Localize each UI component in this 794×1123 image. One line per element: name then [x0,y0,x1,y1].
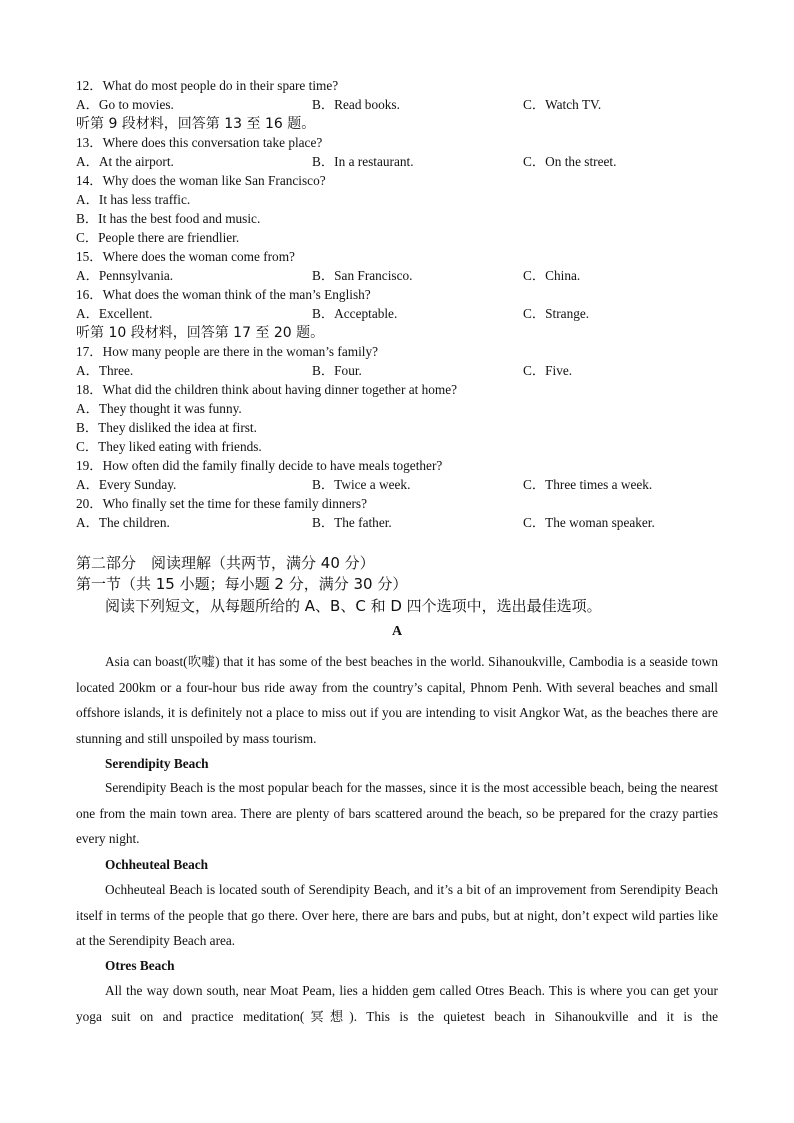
question-14-stem: 14．Why does the woman like San Francisco? [76,173,326,188]
question-18-option-a: A．They thought it was funny. [76,401,242,416]
question-13-option-a: A．At the airport. [76,154,174,169]
question-13-option-c: C．On the street. [523,154,617,169]
question-19-option-b: B．Twice a week. [312,477,411,492]
paragraph-ochheuteal-beach: Ochheuteal Beach is located south of Serendipity Beach, and it’s a bit of an improvement from Serendipity Beach itself in terms of the people that go there. Over here, there are bars and pubs, but at night, don’t expect wild parties like at the Serendipity Beach area. [76,882,718,948]
question-14-option-b: B．It has the best food and music. [76,211,261,226]
question-13-stem: 13．Where does this conversation take place? [76,135,323,150]
question-18-option-b: B．They disliked the idea at first. [76,420,257,435]
heading-serendipity-beach: Serendipity Beach [105,756,209,771]
paragraph-serendipity-beach: Serendipity Beach is the most popular beach for the masses, since it is the most accessible beach, being the nearest one from the main town area. There are plenty of bars scattered around the beach, so be prepared for the crazy parties every night. [76,780,718,846]
question-14-option-c: C．People there are friendlier. [76,230,240,245]
question-19-option-a: A．Every Sunday. [76,477,177,492]
question-18-stem: 18．What did the children think about having dinner together at home? [76,382,458,397]
question-17-option-a: A．Three. [76,363,134,378]
paragraph-otres-beach: All the way down south, near Moat Peam, lies a hidden gem called Otres Beach. This is where you can get your yoga suit on and practice meditation(冥想). This is the quietest beach in Sihanoukville and it is the [76,983,718,1024]
passage-intro: Asia can boast(吹嘘) that it has some of the best beaches in the world. Sihanoukville, Cambodia is a seaside town located 200km or a four-hour bus ride away from the country’s capital, Phnom Penh. With several beaches and small offshore islands, it is definitely not a place to miss out if you are intending to visit Angkor Wat, as the beaches there are stunning and still unspoiled by mass tourism. [76,654,718,746]
section-9-heading: 听第 9 段材料，回答第 13 至 16 题。 [76,116,316,132]
question-14-option-a: A．It has less traffic. [76,192,191,207]
question-19-stem: 19．How often did the family finally decide to have meals together? [76,458,443,473]
question-19-option-c: C．Three times a week. [523,477,653,492]
question-16-option-a: A．Excellent. [76,306,153,321]
question-20-option-c: C．The woman speaker. [523,515,655,530]
question-17-option-b: B．Four. [312,363,362,378]
question-15-option-b: B．San Francisco. [312,268,413,283]
heading-ochheuteal-beach: Ochheuteal Beach [105,857,209,872]
question-18-option-c: C．They liked eating with friends. [76,439,262,454]
question-20-option-b: B．The father. [312,515,392,530]
question-16-stem: 16．What does the woman think of the man’s English? [76,287,371,302]
section-10-heading: 听第 10 段材料，回答第 17 至 20 题。 [76,325,325,341]
question-13-option-b: B．In a restaurant. [312,154,414,169]
question-12-stem: 12．What do most people do in their spare time? [76,78,339,93]
question-12-option-c: C．Watch TV. [523,97,602,112]
section-one-title: 第一节（共 15 小题；每小题 2 分，满分 30 分） [76,575,408,593]
question-15-stem: 15．Where does the woman come from? [76,249,295,264]
question-12-option-a: A．Go to movies. [76,97,174,112]
question-16-option-c: C．Strange. [523,306,590,321]
question-20-stem: 20．Who finally set the time for these family dinners? [76,496,367,511]
question-16-option-b: B．Acceptable. [312,306,398,321]
question-15-option-a: A．Pennsylvania. [76,268,174,283]
question-15-option-c: C．China. [523,268,581,283]
passage-label: A [391,624,403,639]
question-17-stem: 17．How many people are there in the woman’s family? [76,344,379,359]
question-17-option-c: C．Five. [523,363,573,378]
question-12-option-b: B．Read books. [312,97,400,112]
heading-otres-beach: Otres Beach [105,958,175,973]
reading-instruction: 阅读下列短文，从每题所给的 A、B、C 和 D 四个选项中，选出最佳选项。 [105,597,602,615]
part-two-title: 第二部分 阅读理解（共两节，满分 40 分） [76,554,375,572]
question-20-option-a: A．The children. [76,515,170,530]
